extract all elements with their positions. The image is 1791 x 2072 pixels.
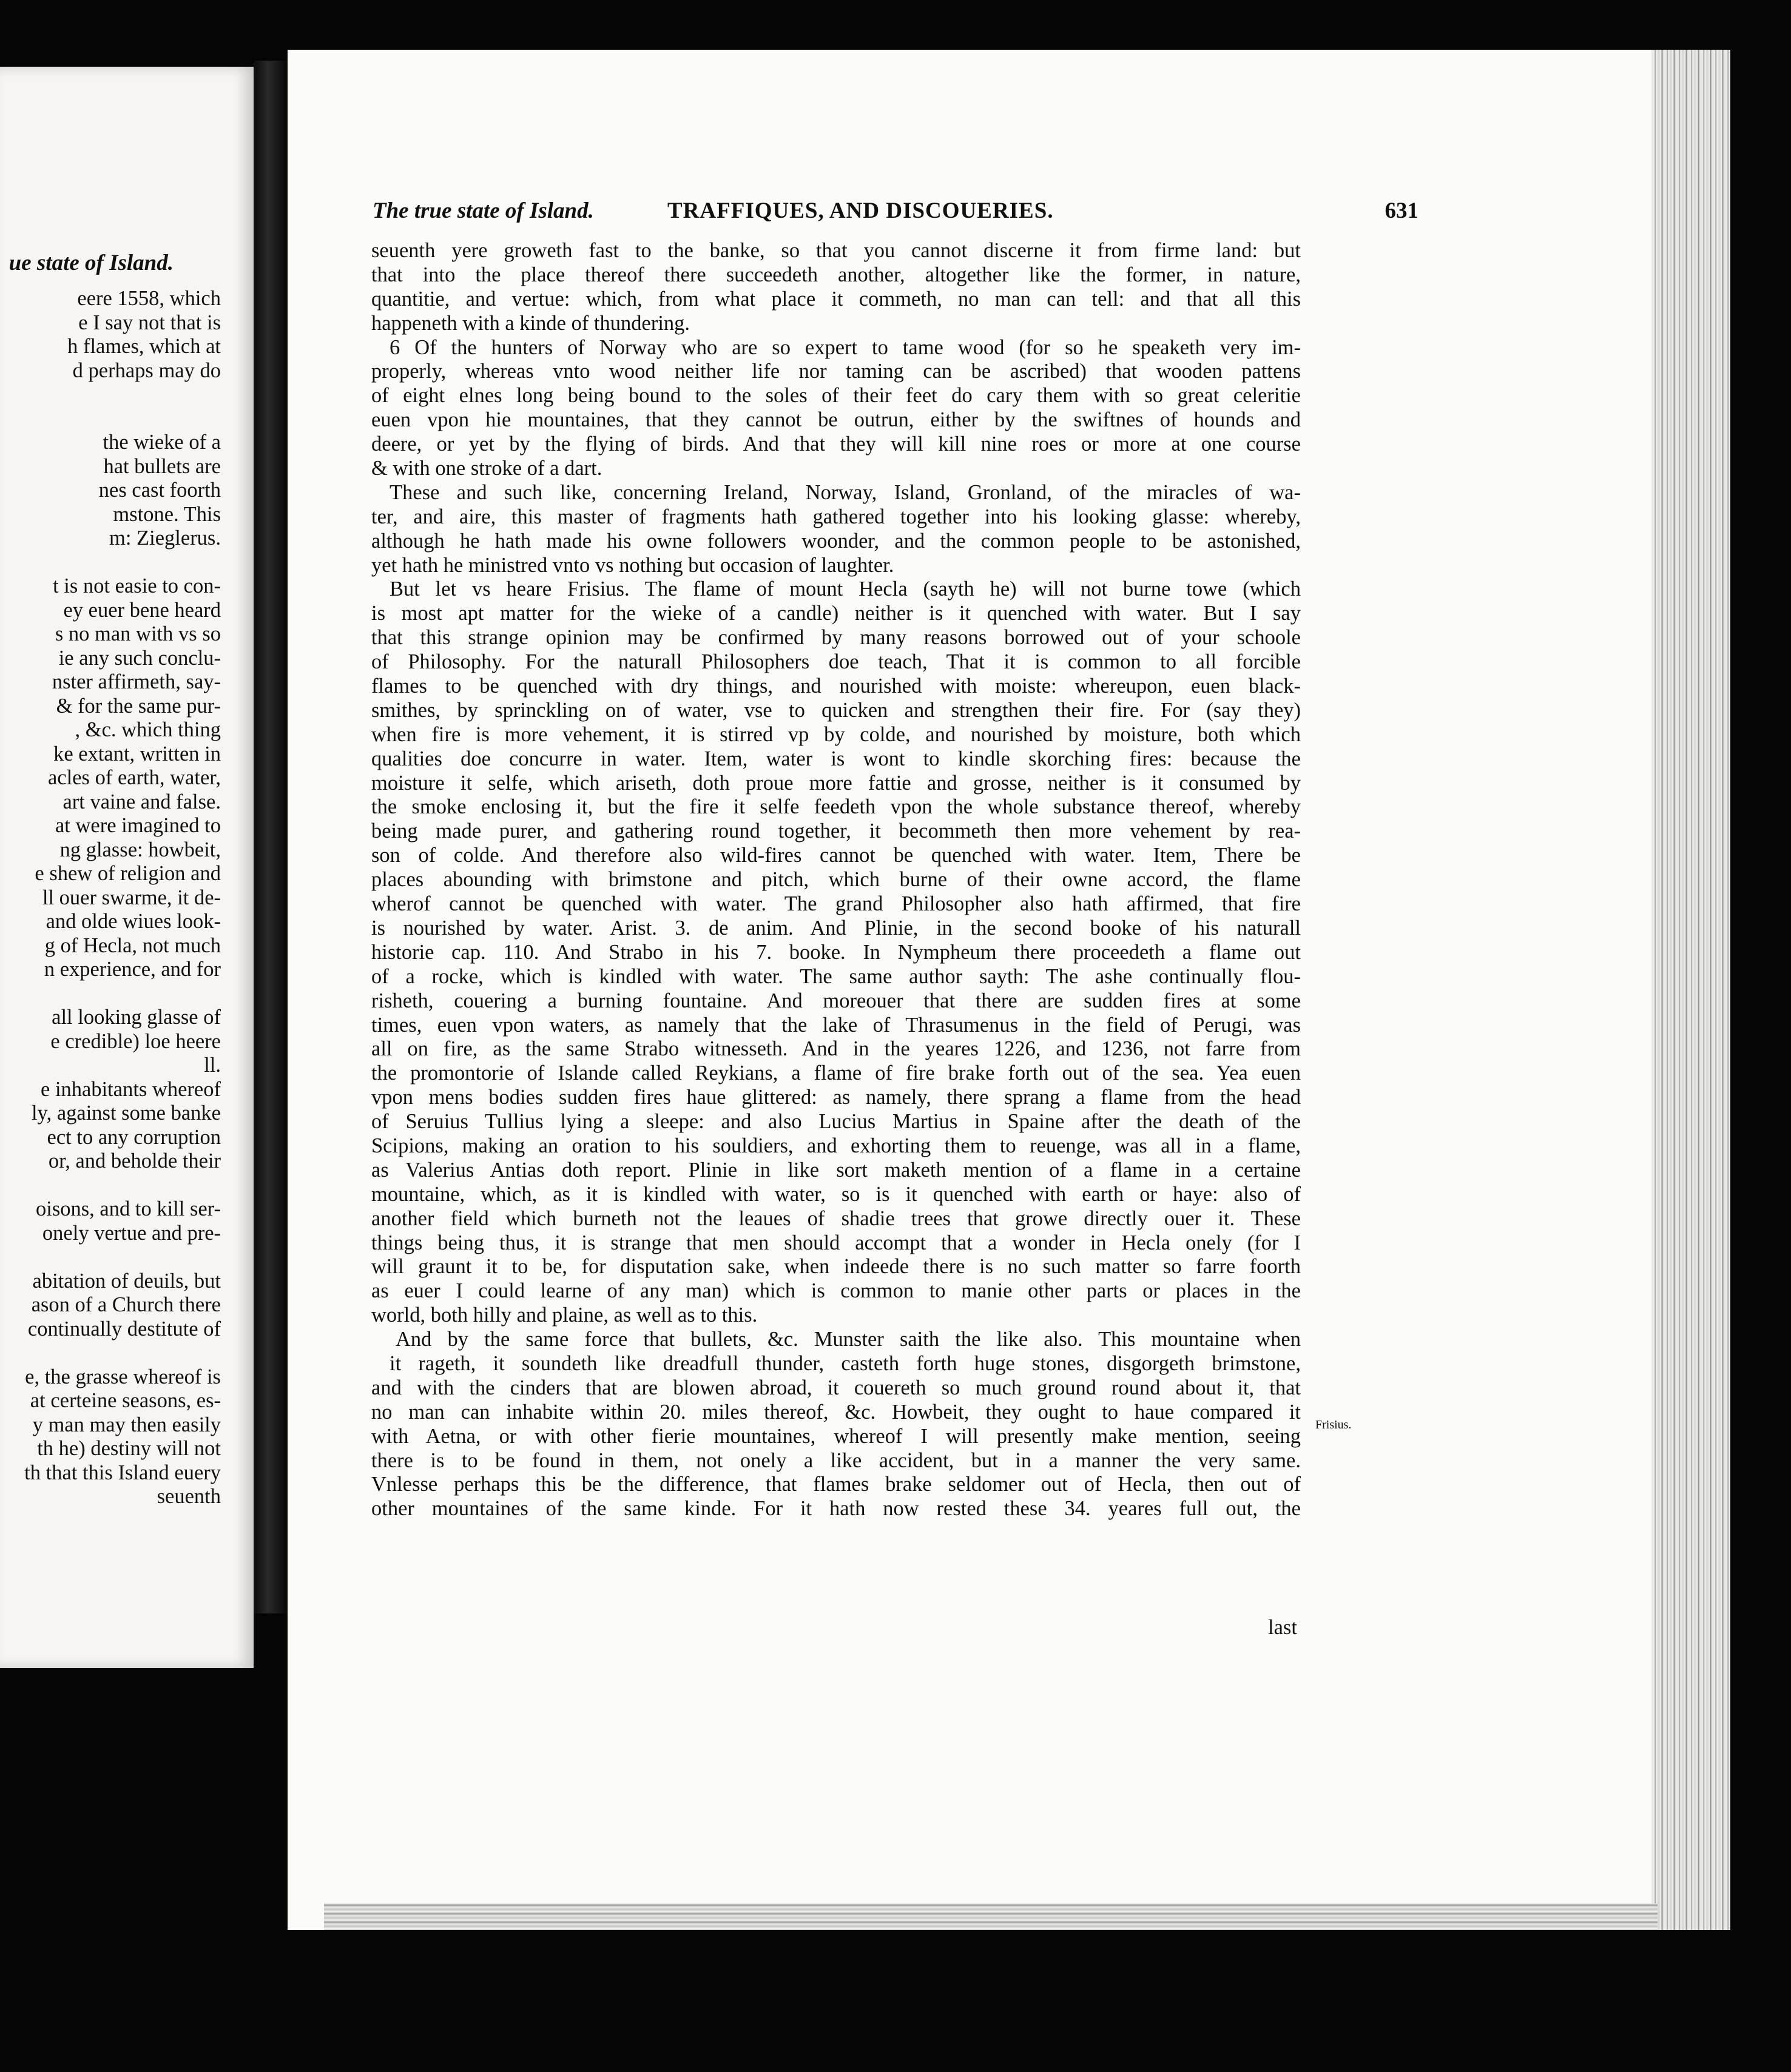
running-head-title: The true state of Island. [373,198,594,223]
text-line: But let vs heare Frisius. The flame of mount Hecla (sayth he) will not burne towe (which [390,577,1301,601]
text-line: flames to be quenched with dry things, and nourished with moiste: whereupon, euen black- [371,674,1301,698]
previous-page-line: ke extant, written in [53,742,221,765]
text-line: mountaine, which, as it is kindled with water, so is it quenched with earth or haye: also of [371,1182,1301,1206]
page-body-text [371,239,1301,1521]
text-line: These and such like, concerning Ireland, Norway, Island, Gronland, of the miracles of wa- [390,480,1301,504]
previous-page-line: ng glasse: howbeit, [59,838,221,861]
previous-page-line: e inhabitants whereof [41,1077,221,1101]
previous-page-line: at were imagined to [55,814,221,837]
page-fore-edge [1651,50,1730,1930]
text-line: it rageth, it soundeth like dreadfull thunder, casteth forth huge stones, disgorgeth brimstone, [390,1351,1301,1375]
text-line: places abounding with brimstone and pitch, which burne of their owne accord, the flame [371,868,1301,892]
text-line: quantitie, and vertue: which, from what place it commeth, no man can tell: and that all this [371,287,1301,311]
text-line: of eight elnes long being bound to the soles of their feet do cary them with so great celeritie [371,384,1301,408]
previous-page [0,67,254,1668]
previous-page-line [0,383,221,407]
previous-page-line: e credible) loe heere [50,1029,221,1053]
text-line: risheth, couering a burning fountaine. And moreouer that there are sudden fires at some [371,989,1301,1012]
previous-page-line: ason of a Church there [31,1293,221,1316]
text-line: moisture it selfe, which ariseth, doth proue more fattie and grosse, neither is it consumed by [371,771,1301,795]
previous-page-line: ect to any corruption [47,1125,221,1149]
text-line: all on fire, as the same Strabo witnesseth. And in the yeares 1226, and 1236, not farre from [371,1037,1301,1061]
text-line: as euer I could learne of any man) which is common to manie other parts or places in the [371,1279,1301,1303]
text-line: vpon mens bodies sudden fires haue glittered: as namely, there sprang a flame from the head [371,1086,1301,1109]
previous-page-line: th that this Island euery [24,1461,221,1484]
previous-page-line: g of Hecla, not much [44,933,221,957]
previous-page-line: nes cast foorth [98,479,221,502]
text-line: the promontorie of Islande called Reykians, a flame of fire brake forth out of the sea. Yea euen [371,1061,1301,1085]
text-line: deere, or yet by the flying of birds. And that they will kill nine roes or more at one course [371,432,1301,456]
text-line: euen vpon hie mountaines, that they cannot be outrun, either by the swiftnes of hounds and [371,408,1301,432]
text-line: with Aetna, or with other fierie mountaines, whereof I will presently make mention, seeing [371,1424,1301,1448]
text-line: world, both hilly and plaine, as well as to this. [371,1303,758,1327]
text-line: 6 Of the hunters of Norway who are so expert to tame wood (for so he speaketh very im- [390,335,1301,359]
previous-page-line: mstone. This [113,502,221,526]
text-line: that into the place thereof there succeedeth another, altogether like the former, in nature, [371,263,1301,286]
previous-page-line: onely vertue and pre- [42,1221,221,1245]
text-line: the smoke enclosing it, but the fire it selfe feedeth vpon the whole substance thereof, whereby [371,795,1301,819]
previous-page-line: ll ouer swarme, it de- [42,886,221,909]
previous-page-line: abitation of deuils, but [32,1269,221,1293]
book-gutter [254,61,289,1613]
previous-page-line: e, the grasse whereof is [25,1365,221,1388]
previous-page-line: t is not easie to con- [53,574,221,597]
previous-page-line: ly, against some banke [31,1102,221,1125]
text-line: ter, and aire, this master of fragments hath gathered together into his looking glasse: whereby, [371,505,1301,528]
text-line: happeneth with a kinde of thundering. [371,311,690,335]
previous-page-line [0,1174,221,1198]
text-line: no man can inhabite within 20. miles thereof, &c. Howbeit, they ought to haue compared it [371,1400,1301,1424]
previous-page-line: h flames, which at [67,335,221,358]
previous-page-line: e I say not that is [78,311,221,334]
previous-page-line [0,982,221,1006]
previous-page-line: the wieke of a [103,431,221,454]
previous-page-line: at certeine seasons, es- [30,1389,221,1412]
text-line: of Philosophy. For the naturall Philosophers doe teach, That it is common to all forcible [371,650,1301,674]
text-line: qualities doe concurre in water. Item, water is wont to kindle skorching fires: because the [371,747,1301,770]
text-line: historie cap. 110. And Strabo in his 7. booke. In Nympheum there proceedeth a flame out [371,940,1301,964]
text-line: times, euen vpon waters, as namely that the lake of Thrasumenus in the field of Perugi, was [371,1013,1301,1037]
previous-page-line: oisons, and to kill ser- [36,1197,221,1220]
previous-page-running-head: ue state of Island. [8,251,174,275]
previous-page-text [0,287,221,1509]
text-line: smithes, by sprinckling on of water, vse to quicken and strengthen their fire. For (say they) [371,698,1301,722]
previous-page-line: & for the same pur- [56,694,221,718]
previous-page-line: and olde wiues look- [46,910,221,933]
previous-page-line [0,551,221,575]
text-line: that this strange opinion may be confirmed by many reasons borrowed out of your schoole [371,626,1301,650]
previous-page-line: d perhaps may do [72,358,221,382]
previous-page-line: all looking glasse of [52,1006,221,1029]
text-line: is most apt matter for the wieke of a candle) neither is it quenched with water. But I say [371,602,1301,625]
text-line: is nourished by water. Arist. 3. de anim. And Plinie, in the second booke of his naturall [371,916,1301,940]
text-line: of a rocke, which is kindled with water. The same author sayth: The ashe continually flou- [371,964,1301,988]
text-line: And by the same force that bullets, &c. Munster saith the like also. This mountaine when [396,1328,1301,1351]
text-line: wherof cannot be quenched with water. The grand Philosopher also hath affirmed, that fire [371,892,1301,916]
text-line: being made purer, and gathering round together, it becommeth then more vehement by rea- [371,819,1301,843]
text-line: as Valerius Antias doth report. Plinie in like sort maketh mention of a flame in a certaine [371,1158,1301,1182]
previous-page-line: ie any such conclu- [58,646,221,670]
previous-page-line: acles of earth, water, [48,766,221,789]
previous-page-line: ll. [204,1054,221,1077]
previous-page-line: m: Zieglerus. [109,526,221,550]
previous-page-line: seuenth [157,1485,221,1508]
previous-page-line [0,1341,221,1365]
running-head [373,198,1418,227]
text-line: & with one stroke of a dart. [371,457,602,480]
text-line: although he hath made his owne followers woonder, and the common people to be astonished, [371,529,1301,553]
previous-page-line: , &c. which thing [75,718,221,741]
catchword: last [1268,1616,1297,1639]
previous-page-line: hat bullets are [103,454,221,478]
previous-page-line: eere 1558, which [77,287,221,310]
text-line: other mountaines of the same kinde. For it hath now rested these 34. yeares full out, the [371,1497,1301,1521]
page-number: 631 [1385,198,1418,223]
text-line: when fire is more vehement, it is stirred vp by colde, and nourished by moisture, both which [371,722,1301,746]
margin-note: Frisius. [1315,1418,1352,1431]
previous-page-line: art vaine and false. [62,790,221,813]
text-line: son of colde. And therefore also wild-fires cannot be quenched with water. Item, There be [371,844,1301,867]
text-line: will graunt it to be, for disputation sake, when indeede there is no such matter so farre foorth [371,1255,1301,1279]
previous-page-line: n experience, and for [44,958,221,981]
running-head-section: TRAFFIQUES, AND DISCOUERIES. [667,198,1054,223]
previous-page-line: th he) destiny will not [37,1437,221,1460]
previous-page-line: s no man with vs so [55,622,221,645]
previous-page-line: or, and beholde their [48,1149,221,1172]
previous-page-line: nster affirmeth, say- [52,670,221,693]
text-line: Vnlesse perhaps this be the difference, that flames brake seldomer out of Hecla, then out of [371,1473,1301,1496]
text-line: of Seruius Tullius lying a sleepe: and also Lucius Martius in Spaine after the death of the [371,1110,1301,1134]
previous-page-line: y man may then easily [32,1413,221,1436]
page-bottom-edge [324,1903,1658,1930]
text-line: there is to be found in them, not onely a like accident, but in a manner the very same. [371,1448,1301,1472]
text-line: another field which burneth not the leaues of shadie trees that growe directly ouer it. These [371,1206,1301,1230]
previous-page-line [0,407,221,431]
previous-page-line: ey euer bene heard [63,598,221,622]
previous-page-line: continually destitute of [27,1317,221,1340]
text-line: yet hath he ministred vnto vs nothing but occasion of laughter. [371,553,894,577]
text-line: seuenth yere groweth fast to the banke, so that you cannot discerne it from firme land: but [371,239,1301,262]
text-line: Scipions, making an oration to his souldiers, and exhorting them to reuenge, was all in a flame, [371,1134,1301,1157]
text-line: properly, whereas vnto wood neither life nor taming can be ascribed) that wooden pattens [371,360,1301,383]
previous-page-line [0,1245,221,1270]
previous-page-line: e shew of religion and [35,862,221,885]
text-line: and with the cinders that are blowen abroad, it couereth so much ground round about it, that [371,1376,1301,1399]
text-line: things being thus, it is strange that men should accompt that a wonder in Hecla onely (for I [371,1231,1301,1254]
